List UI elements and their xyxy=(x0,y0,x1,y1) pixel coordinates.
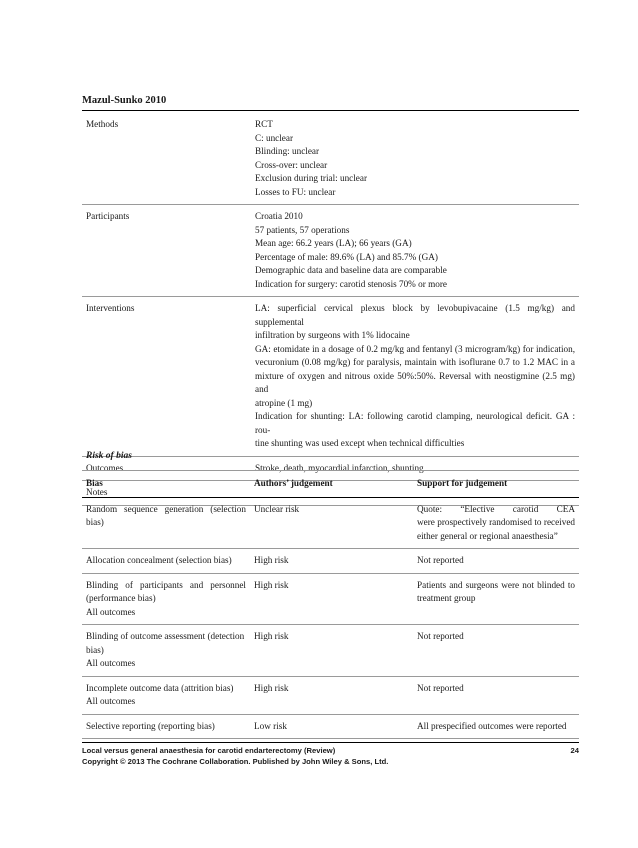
content-line: infiltration by surgeons with 1% lidocaine xyxy=(255,330,410,340)
support-cell xyxy=(413,714,579,739)
content-line: Mean age: 66.2 years (LA); 66 years (GA) xyxy=(255,238,412,248)
support-line: Not reported xyxy=(417,682,464,693)
content-line: Indication for shunting: LA: following carotid clamping, neurological deficit. GA : rou- xyxy=(255,411,575,435)
support-cell xyxy=(413,549,579,574)
row-label: Notes xyxy=(86,487,108,497)
page-number: 24 xyxy=(570,746,579,755)
content-line: Demographic data and baseline data are comparable xyxy=(255,265,447,275)
document-title: Local versus general anaesthesia for carotid endarterectomy (Review) xyxy=(82,746,336,755)
copyright-notice: Copyright © 2013 The Cochrane Collaboration. Published by John Wiley & Sons, Ltd. xyxy=(82,757,389,766)
content-line: Indication for surgery: carotid stenosis 70% or more xyxy=(255,278,447,289)
footer-divider xyxy=(82,742,579,743)
study-title: Mazul-Sunko 2010 xyxy=(82,95,167,106)
content-line: Losses to FU: unclear xyxy=(255,186,336,197)
participants-row xyxy=(82,205,579,297)
judgement-cell: High risk xyxy=(254,555,289,565)
risk-of-bias-title: Risk of bias xyxy=(86,451,132,461)
bias-line: Blinding of outcome assessment (detection xyxy=(86,631,245,641)
content-line: Croatia 2010 xyxy=(255,211,303,221)
table-row xyxy=(82,497,579,549)
support-line: Patients and surgeons were not blinded to xyxy=(417,579,575,590)
column-header-judgement: Authors’ judgement xyxy=(250,471,413,497)
bias-line: (performance bias) xyxy=(86,593,156,603)
support-cell xyxy=(413,573,579,625)
support-line: were prospectively randomised to received xyxy=(417,517,575,527)
row-label: Outcomes xyxy=(86,462,124,473)
bias-line: All outcomes xyxy=(86,696,136,706)
interventions-row xyxy=(82,297,579,457)
bias-line: Random sequence generation (selection xyxy=(86,503,246,514)
support-line: Quote: “Elective carotid CEA xyxy=(417,503,575,514)
bias-line: bias) xyxy=(86,517,104,527)
table-row xyxy=(82,676,579,714)
support-cell xyxy=(413,497,579,549)
support-line: Not reported xyxy=(417,631,464,641)
judgement-cell: Unclear risk xyxy=(254,503,300,514)
content-line: Percentage of male: 89.6% (LA) and 85.7% (GA) xyxy=(255,251,438,262)
support-line: Not reported xyxy=(417,555,464,565)
support-cell xyxy=(413,625,579,677)
bias-line: Selective reporting (reporting bias) xyxy=(86,720,215,731)
bias-line: Allocation concealment (selection bias) xyxy=(86,555,232,565)
risk-of-bias-heading xyxy=(82,446,579,471)
title-divider xyxy=(82,110,579,111)
bias-line: All outcomes xyxy=(86,658,136,668)
content-line: RCT xyxy=(255,119,273,129)
bias-line: Incomplete outcome data (attrition bias) xyxy=(86,682,234,693)
judgement-cell: High risk xyxy=(254,579,289,590)
content-line: 57 patients, 57 operations xyxy=(255,224,350,235)
support-line: All prespecified outcomes were reported xyxy=(417,720,567,731)
judgement-cell: Low risk xyxy=(254,720,287,731)
footer-line-1 xyxy=(82,746,579,755)
row-content xyxy=(251,297,579,457)
content-line: GA: etomidate in a dosage of 0.2 mg/kg and fentanyl (3 microgram/kg) for indication, xyxy=(255,343,575,354)
column-header-bias: Bias xyxy=(82,471,250,497)
row-label: Participants xyxy=(86,211,130,221)
bias-line: Blinding of participants and personnel xyxy=(86,579,246,590)
bias-cell xyxy=(82,714,250,739)
judgement-cell: High risk xyxy=(254,631,289,641)
risk-of-bias-table xyxy=(82,471,579,739)
content-line: Exclusion during trial: unclear xyxy=(255,173,368,183)
row-content xyxy=(251,205,579,297)
table-row xyxy=(82,714,579,739)
content-line: mixture of oxygen and nitrous oxide 50%:50%. Reversal with neostigmine (2.5 mg) and xyxy=(255,370,575,394)
bias-line: bias) xyxy=(86,644,104,655)
content-line: vecuronium (0.08 mg/kg) for paralysis, maintain with isoflurane 0.7 to 1.2 MAC in a xyxy=(255,357,575,367)
bias-cell xyxy=(82,549,250,574)
row-label: Methods xyxy=(86,119,119,129)
table-row xyxy=(82,549,579,574)
bias-cell xyxy=(82,676,250,714)
table-row xyxy=(82,573,579,625)
bias-line: All outcomes xyxy=(86,606,136,617)
support-cell xyxy=(413,676,579,714)
content-line: LA: superficial cervical plexus block by levobupivacaine (1.5 mg/kg) and supplemental xyxy=(255,303,575,327)
judgement-cell: High risk xyxy=(254,682,289,693)
bias-cell xyxy=(82,573,250,625)
content-line: C: unclear xyxy=(255,132,294,143)
content-line: Stroke, death, myocardial infarction, shunting xyxy=(255,462,424,473)
table-header-row xyxy=(82,471,579,497)
table-row xyxy=(82,625,579,677)
content-line: Cross-over: unclear xyxy=(255,159,328,170)
bias-cell xyxy=(82,497,250,549)
content-line: Blinding: unclear xyxy=(255,146,320,156)
bias-cell xyxy=(82,625,250,677)
row-content xyxy=(251,113,579,205)
column-header-support: Support for judgement xyxy=(413,471,579,497)
content-line: atropine (1 mg) xyxy=(255,397,313,408)
methods-row xyxy=(82,113,579,205)
content-line: tine shunting was used except when technical difficulties xyxy=(255,438,465,448)
row-label: Interventions xyxy=(86,303,135,313)
support-line: either general or regional anaesthesia” xyxy=(417,530,558,541)
support-line: treatment group xyxy=(417,593,476,603)
